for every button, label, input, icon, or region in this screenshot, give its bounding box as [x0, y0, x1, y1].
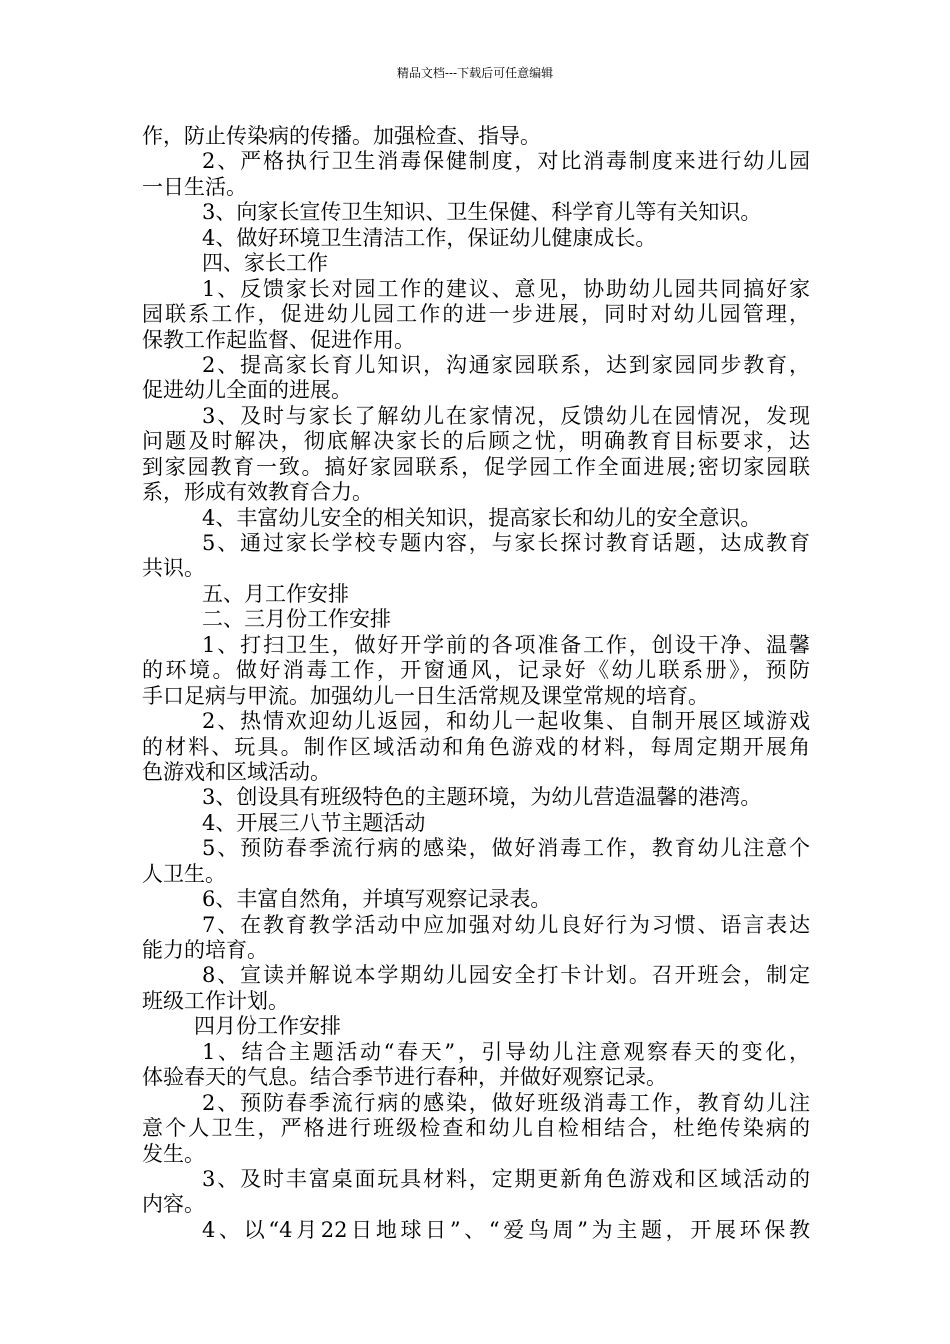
text-line: 3、及时丰富桌面玩具材料，定期更新角色游戏和区域活动的: [202, 1166, 810, 1191]
text-line: 5、通过家长学校专题内容，与家长探讨教育话题，达成教育: [202, 531, 810, 555]
text-line: 4、做好环境卫生清洁工作，保证幼儿健康成长。: [202, 225, 657, 250]
text-line: 手口足病与甲流。加强幼儿一日生活常规及课堂常规的培育。: [142, 683, 709, 708]
page-header: 精品文档---下载后可任意编辑: [396, 66, 554, 80]
text-line: 保教工作起监督、促进作用。: [142, 327, 415, 352]
text-line: 1、结合主题活动“春天”，引导幼儿注意观察春天的变化，: [202, 1039, 810, 1064]
text-line: 7、在教育教学活动中应加强对幼儿良好行为习惯、语言表达: [202, 912, 810, 937]
text-line: 1、反馈家长对园工作的建议、意见，协助幼儿园共同搞好家: [202, 276, 810, 301]
text-line: 的环境。做好消毒工作，开窗通风，记录好《幼儿联系册》，预防: [142, 658, 810, 683]
text-line: 发生。: [142, 1141, 205, 1166]
text-line: 一日生活。: [142, 174, 247, 199]
text-line: 8、宣读并解说本学期幼儿园安全打卡计划。召开班会，制定: [202, 963, 810, 988]
text-line: 体验春天的气息。结合季节进行春种，并做好观察记录。: [142, 1065, 667, 1090]
text-line: 促进幼儿全面的进展。: [142, 378, 352, 403]
text-line: 色游戏和区域活动。: [142, 759, 331, 784]
text-line: 3、创设具有班级特色的主题环境，为幼儿营造温馨的港湾。: [202, 785, 762, 810]
text-line: 4、丰富幼儿安全的相关知识，提高家长和幼儿的安全意识。: [202, 505, 762, 530]
text-line: 2、严格执行卫生消毒保健制度，对比消毒制度来进行幼儿园: [202, 149, 810, 174]
section-heading: 四月份工作安排: [194, 1014, 341, 1039]
text-line: 能力的培育。: [142, 938, 268, 962]
text-line: 5、预防春季流行病的感染，做好消毒工作，教育幼儿注意个: [202, 836, 810, 861]
section-heading: 五、月工作安排: [202, 581, 349, 606]
section-heading: 二、三月份工作安排: [202, 607, 391, 632]
text-line: 内容。: [142, 1192, 205, 1217]
text-line: 3、及时与家长了解幼儿在家情况，反馈幼儿在园情况，发现: [202, 403, 810, 428]
text-line: 系，形成有效教育合力。: [142, 480, 373, 505]
text-line: 园联系工作，促进幼儿园工作的进一步进展，同时对幼儿园管理，: [142, 302, 810, 327]
text-line: 2、预防春季流行病的感染，做好班级消毒工作，教育幼儿注: [202, 1090, 810, 1115]
text-line: 4、以“4月22日地球日”、“爱鸟周”为主题，开展环保教: [202, 1217, 810, 1242]
document-body: [142, 124, 810, 1243]
text-line: 人卫生。: [142, 861, 226, 886]
text-line: 班级工作计划。: [142, 988, 289, 1013]
text-line: 到家园教育一致。搞好家园联系，促学园工作全面进展;密切家园联: [142, 454, 810, 479]
text-line: 作，防止传染病的传播。加强检查、指导。: [142, 124, 541, 148]
text-line: 1、打扫卫生，做好开学前的各项准备工作，创设干净、温馨: [202, 632, 810, 657]
text-line: 共识。: [142, 556, 205, 581]
section-heading: 四、家长工作: [202, 251, 328, 276]
text-line: 2、提高家长育儿知识，沟通家园联系，达到家园同步教育，: [202, 352, 810, 377]
text-line: 3、向家长宣传卫生知识、卫生保健、科学育儿等有关知识。: [202, 200, 762, 225]
text-line: 2、热情欢迎幼儿返园，和幼儿一起收集、自制开展区域游戏: [202, 709, 810, 734]
text-line: 意个人卫生，严格进行班级检查和幼儿自检相结合，杜绝传染病的: [142, 1116, 810, 1141]
text-line: 问题及时解决，彻底解决家长的后顾之忧，明确教育目标要求，达: [142, 429, 810, 454]
text-line: 6、丰富自然角，并填写观察记录表。: [202, 887, 552, 912]
text-line: 4、开展三八节主题活动: [202, 810, 426, 835]
text-line: 的材料、玩具。制作区域活动和角色游戏的材料，每周定期开展角: [142, 734, 810, 759]
